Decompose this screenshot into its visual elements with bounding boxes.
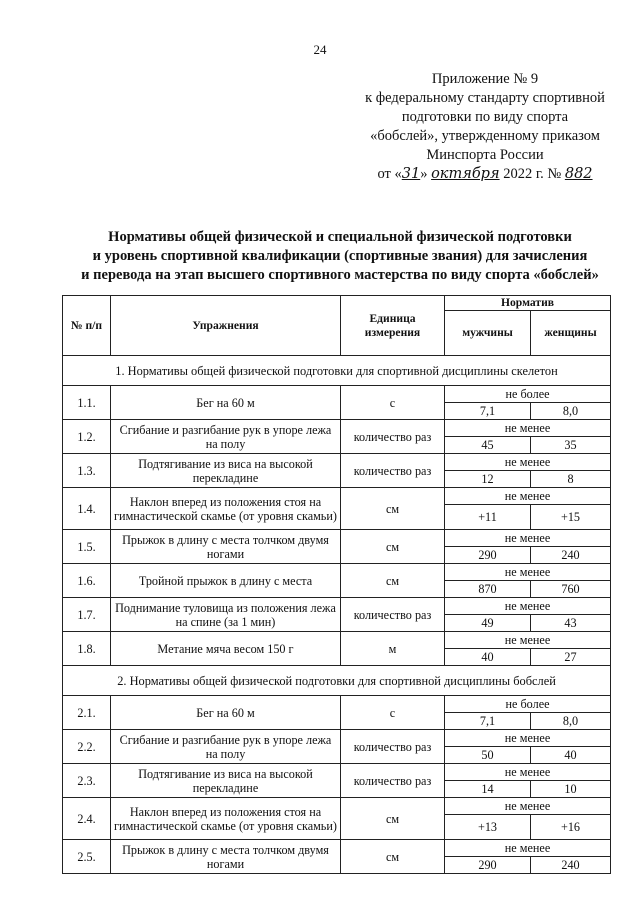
value-women: +16 <box>531 815 611 840</box>
row-condition: не менее <box>445 730 611 747</box>
header-norm: Норматив <box>445 296 611 311</box>
row-unit: количество раз <box>341 454 445 488</box>
row-number: 1.3. <box>63 454 111 488</box>
appendix-line: Минспорта России <box>426 147 544 163</box>
row-exercise: Прыжок в длину с места толчком двумя ногами <box>111 840 341 874</box>
page-number: 24 <box>313 42 327 57</box>
row-unit: см <box>341 840 445 874</box>
row-number: 2.1. <box>63 696 111 730</box>
table-row <box>63 798 611 815</box>
row-number: 2.5. <box>63 840 111 874</box>
date-suffix: 2022 г. № <box>499 166 565 182</box>
title-line: и перевода на этап высшего спортивного мастерства по виду спорта «бобслей» <box>81 267 599 283</box>
title-line: Нормативы общей физической и специальной физической подготовки <box>108 229 572 245</box>
date-prefix: от « <box>377 166 402 182</box>
row-condition: не менее <box>445 840 611 857</box>
row-number: 1.6. <box>63 564 111 598</box>
row-unit: с <box>341 386 445 420</box>
value-women: 43 <box>531 615 611 632</box>
value-men: 14 <box>445 781 531 798</box>
header-women: женщины <box>531 311 611 356</box>
row-unit: количество раз <box>341 730 445 764</box>
table-body <box>63 356 611 874</box>
table-row <box>63 420 611 437</box>
table-row <box>63 730 611 747</box>
appendix-line: к федеральному стандарту спортивной <box>365 90 605 106</box>
row-number: 1.5. <box>63 530 111 564</box>
title-line: и уровень спортивной квалификации (спортивные звания) для зачисления <box>92 248 588 264</box>
value-women: 8,0 <box>531 713 611 730</box>
row-condition: не менее <box>445 420 611 437</box>
value-men: 7,1 <box>445 713 531 730</box>
table-row <box>63 386 611 403</box>
norms-table <box>62 295 611 874</box>
date-mid: » <box>420 166 432 182</box>
row-exercise: Бег на 60 м <box>111 386 341 420</box>
row-exercise: Метание мяча весом 150 г <box>111 632 341 666</box>
row-exercise: Подтягивание из виса на высокой перекладине <box>111 764 341 798</box>
appendix-line: подготовки по виду спорта <box>401 109 569 125</box>
row-unit: количество раз <box>341 598 445 632</box>
row-condition: не более <box>445 386 611 403</box>
value-women: 240 <box>531 857 611 874</box>
value-men: +13 <box>445 815 531 840</box>
row-condition: не менее <box>445 798 611 815</box>
value-women: 40 <box>531 747 611 764</box>
value-men: 290 <box>445 857 531 874</box>
row-condition: не менее <box>445 764 611 781</box>
value-men: 870 <box>445 581 531 598</box>
table-row <box>63 454 611 471</box>
section-title: 2. Нормативы общей физической подготовки для спортивной дисциплины бобслей <box>63 666 611 696</box>
order-number: 882 <box>564 166 593 182</box>
row-condition: не менее <box>445 598 611 615</box>
table-row <box>63 840 611 857</box>
document-title <box>40 228 640 285</box>
value-men: 50 <box>445 747 531 764</box>
table-row <box>63 632 611 649</box>
row-number: 2.2. <box>63 730 111 764</box>
value-women: 8,0 <box>531 403 611 420</box>
row-exercise: Бег на 60 м <box>111 696 341 730</box>
header-men: мужчины <box>445 311 531 356</box>
row-unit: м <box>341 632 445 666</box>
row-unit: см <box>341 564 445 598</box>
appendix-block <box>340 70 630 184</box>
row-exercise: Сгибание и разгибание рук в упоре лежа на полу <box>111 730 341 764</box>
table-row <box>63 530 611 547</box>
row-unit: с <box>341 696 445 730</box>
header-num: № п/п <box>63 296 111 356</box>
appendix-line: Приложение № 9 <box>431 71 539 87</box>
table-row <box>63 488 611 505</box>
table-row <box>63 598 611 615</box>
row-exercise: Прыжок в длину с места толчком двумя ногами <box>111 530 341 564</box>
row-condition: не менее <box>445 632 611 649</box>
value-men: +11 <box>445 505 531 530</box>
header-unit: Единица измерения <box>341 296 445 356</box>
order-month: октября <box>431 166 500 182</box>
value-women: 27 <box>531 649 611 666</box>
row-condition: не менее <box>445 488 611 505</box>
row-exercise: Тройной прыжок в длину с места <box>111 564 341 598</box>
row-number: 1.4. <box>63 488 111 530</box>
row-number: 1.2. <box>63 420 111 454</box>
order-date-line <box>340 165 630 184</box>
row-unit: количество раз <box>341 764 445 798</box>
appendix-line: «бобслей», утвержденному приказом <box>370 128 600 144</box>
value-women: 10 <box>531 781 611 798</box>
row-unit: см <box>341 798 445 840</box>
value-women: 240 <box>531 547 611 564</box>
section-row <box>63 356 611 386</box>
row-condition: не менее <box>445 530 611 547</box>
value-women: +15 <box>531 505 611 530</box>
value-men: 45 <box>445 437 531 454</box>
row-unit: количество раз <box>341 420 445 454</box>
section-row <box>63 666 611 696</box>
table-row <box>63 564 611 581</box>
row-number: 1.8. <box>63 632 111 666</box>
row-exercise: Наклон вперед из положения стоя на гимнастической скамье (от уровня скамьи) <box>111 488 341 530</box>
header-exercise: Упражнения <box>111 296 341 356</box>
value-men: 49 <box>445 615 531 632</box>
table-row <box>63 696 611 713</box>
row-exercise: Подтягивание из виса на высокой перекладине <box>111 454 341 488</box>
row-unit: см <box>341 530 445 564</box>
row-condition: не более <box>445 696 611 713</box>
value-men: 12 <box>445 471 531 488</box>
row-unit: см <box>341 488 445 530</box>
value-women: 35 <box>531 437 611 454</box>
row-number: 2.4. <box>63 798 111 840</box>
value-men: 290 <box>445 547 531 564</box>
row-number: 1.7. <box>63 598 111 632</box>
section-title: 1. Нормативы общей физической подготовки для спортивной дисциплины скелетон <box>63 356 611 386</box>
table-row <box>63 764 611 781</box>
row-exercise: Сгибание и разгибание рук в упоре лежа на полу <box>111 420 341 454</box>
value-men: 40 <box>445 649 531 666</box>
row-number: 1.1. <box>63 386 111 420</box>
row-exercise: Наклон вперед из положения стоя на гимнастической скамье (от уровня скамьи) <box>111 798 341 840</box>
order-day: 31 <box>401 166 421 182</box>
value-women: 8 <box>531 471 611 488</box>
value-men: 7,1 <box>445 403 531 420</box>
row-exercise: Поднимание туловища из положения лежа на спине (за 1 мин) <box>111 598 341 632</box>
row-number: 2.3. <box>63 764 111 798</box>
row-condition: не менее <box>445 564 611 581</box>
value-women: 760 <box>531 581 611 598</box>
row-condition: не менее <box>445 454 611 471</box>
